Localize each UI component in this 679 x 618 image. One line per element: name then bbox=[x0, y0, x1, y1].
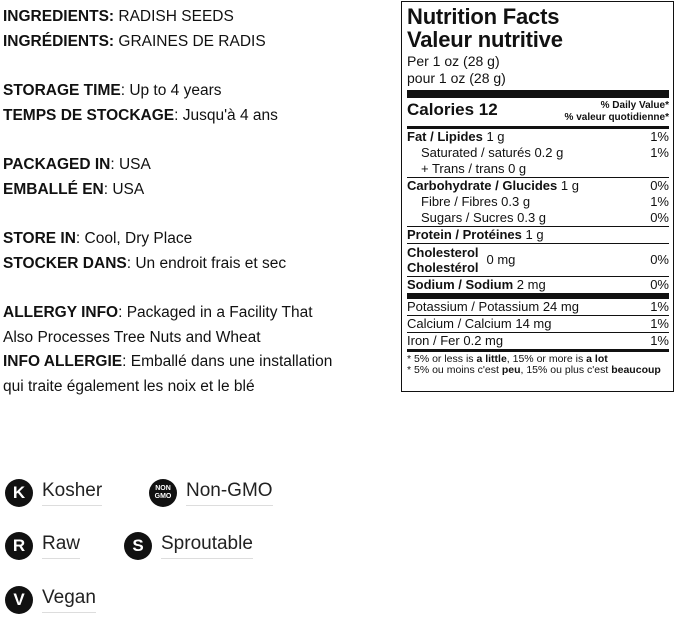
kosher-icon: K bbox=[5, 479, 33, 507]
serving-size-fr: pour 1 oz (28 g) bbox=[407, 70, 506, 86]
sodium-row: Sodium / Sodium 2 mg 0% bbox=[407, 277, 669, 292]
raw-icon: R bbox=[5, 532, 33, 560]
allergy-info-en-cont: Also Processes Tree Nuts and Wheat bbox=[3, 328, 261, 346]
nutrition-title-fr: Valeur nutritive bbox=[407, 27, 563, 52]
badge-vegan bbox=[5, 586, 96, 614]
badge-raw-label: Raw bbox=[42, 533, 80, 559]
footnote-fr: * 5% ou moins c'est peu, 15% ou plus c'est beaucoup bbox=[407, 364, 661, 376]
calcium-row: Calcium / Calcium 14 mg 1% bbox=[407, 316, 669, 331]
allergy-info-fr-cont: qui traite également les noix et le blé bbox=[3, 377, 255, 395]
badge-sproutable bbox=[124, 532, 253, 560]
badge-kosher-label: Kosher bbox=[42, 480, 102, 506]
serving-size-en: Per 1 oz (28 g) bbox=[407, 53, 500, 69]
storage-time-en: STORAGE TIME: Up to 4 years bbox=[3, 82, 222, 99]
cholesterol-row: Cholesterol Cholestérol 0 mg 0% bbox=[407, 245, 669, 275]
iron-row: Iron / Fer 0.2 mg 1% bbox=[407, 333, 669, 348]
packaged-in-fr: EMBALLÉ EN: USA bbox=[3, 180, 145, 198]
calories-row bbox=[407, 98, 669, 126]
storage-time-fr: TEMPS DE STOCKAGE: Jusqu'à 4 ans bbox=[3, 106, 278, 124]
sproutable-icon: S bbox=[124, 532, 152, 560]
footnote-en: * 5% or less is a little, 15% or more is a lot bbox=[407, 353, 608, 365]
fat-row: Fat / Lipides 1 g 1% bbox=[407, 129, 669, 144]
saturated-row: Saturated / saturés 0.2 g 1% bbox=[421, 145, 669, 160]
vegan-icon: V bbox=[5, 586, 33, 614]
potassium-row: Potassium / Potassium 24 mg 1% bbox=[407, 299, 669, 314]
calories: Calories 12 bbox=[407, 100, 498, 119]
protein-row: Protein / Protéines 1 g bbox=[407, 227, 544, 242]
allergy-info-fr: INFO ALLERGIE: Emballé dans une installation bbox=[3, 353, 333, 370]
ingredients-fr: INGRÉDIENTS: GRAINES DE RADIS bbox=[3, 32, 266, 50]
daily-value-header: % Daily Value* % valeur quotidienne* bbox=[564, 100, 669, 123]
sugars-row: Sugars / Sucres 0.3 g 0% bbox=[421, 210, 669, 225]
badge-raw bbox=[5, 532, 80, 560]
store-in-en: STORE IN: Cool, Dry Place bbox=[3, 230, 193, 247]
badge-kosher bbox=[5, 479, 102, 507]
nutrition-facts-panel bbox=[401, 1, 674, 392]
ingredients-en: INGREDIENTS: RADISH SEEDS bbox=[3, 8, 234, 25]
nutrition-title-en: Nutrition Facts bbox=[407, 4, 560, 29]
non-gmo-icon: NON GMO bbox=[149, 479, 177, 507]
packaged-in-en: PACKAGED IN: USA bbox=[3, 156, 151, 173]
badge-non-gmo bbox=[149, 479, 273, 507]
badge-vegan-label: Vegan bbox=[42, 587, 96, 613]
carbohydrate-row: Carbohydrate / Glucides 1 g 0% bbox=[407, 178, 669, 193]
trans-row: + Trans / trans 0 g bbox=[421, 161, 527, 176]
badge-non-gmo-label: Non-GMO bbox=[186, 480, 273, 506]
store-in-fr: STOCKER DANS: Un endroit frais et sec bbox=[3, 254, 287, 272]
allergy-info-en: ALLERGY INFO: Packaged in a Facility That bbox=[3, 304, 313, 321]
badge-sproutable-label: Sproutable bbox=[161, 533, 253, 559]
fibre-row: Fibre / Fibres 0.3 g 1% bbox=[421, 194, 669, 209]
product-info bbox=[3, 5, 393, 399]
